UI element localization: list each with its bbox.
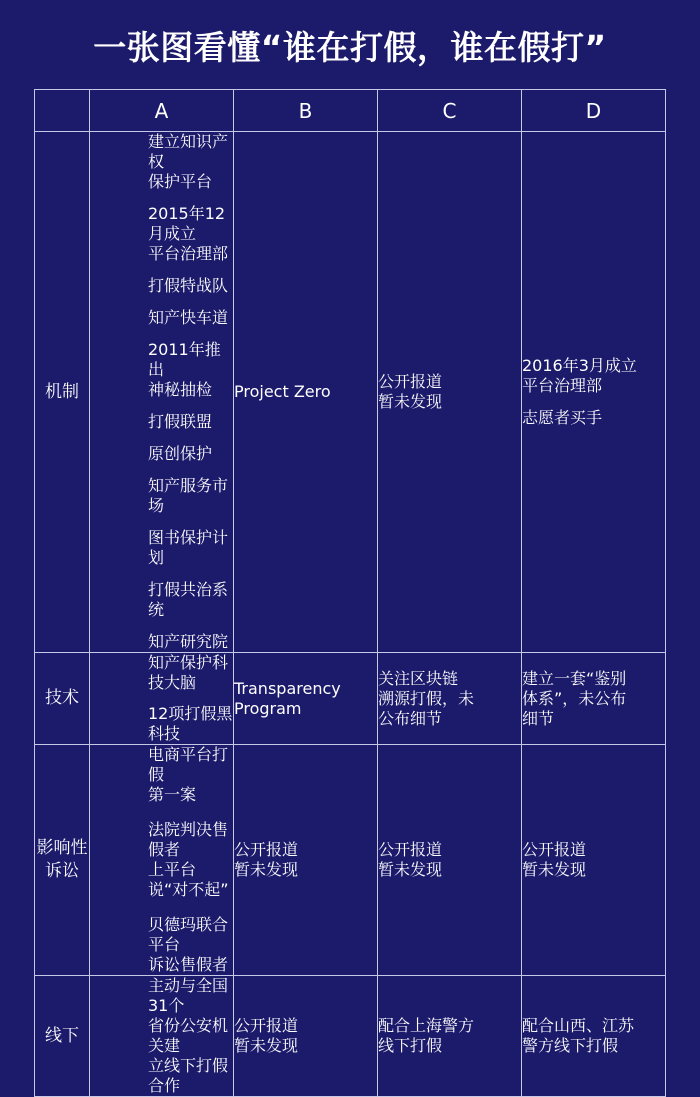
table-row-mechanism xyxy=(35,132,666,653)
table-row-offline xyxy=(35,976,666,1097)
row-label-offline: 线下 xyxy=(35,976,90,1097)
column-header-a: A xyxy=(90,90,234,132)
list-item: 法院判决售假者 上平台说“对不起” xyxy=(148,820,229,899)
cell-litigation-c: 公开报道 暂未发现 xyxy=(378,745,522,976)
list-item: 2016年3月成立 平台治理部 xyxy=(522,356,637,395)
cell-offline-d: 配合山西、江苏 警方线下打假 xyxy=(522,976,666,1097)
list-item: 图书保护计划 xyxy=(148,528,229,567)
list-item: 主动与全国31个 省份公安机关建 立线下打假合作 xyxy=(148,976,229,1095)
list-item: 打假共治系统 xyxy=(148,580,229,619)
list-item: 知产服务市场 xyxy=(148,476,229,515)
list-item: 知产保护科技大脑 xyxy=(148,653,229,692)
row-label-technology: 技术 xyxy=(35,653,90,745)
list-item: 志愿者买手 xyxy=(522,408,603,427)
cell-offline-a xyxy=(90,976,234,1097)
table-row-litigation xyxy=(35,745,666,976)
cell-offline-b: 公开报道 暂未发现 xyxy=(234,976,378,1097)
list-litigation-a xyxy=(148,745,233,975)
list-item: 原创保护 xyxy=(148,444,213,463)
column-header-b: B xyxy=(234,90,378,132)
comparison-table xyxy=(34,89,666,1097)
table-row-technology xyxy=(35,653,666,745)
cell-technology-c: 关注区块链 溯源打假，未 公布细节 xyxy=(378,653,522,745)
list-mechanism-d xyxy=(522,356,665,428)
cell-technology-a xyxy=(90,653,234,745)
cell-mechanism-d xyxy=(522,132,666,653)
list-technology-a xyxy=(148,653,233,744)
cell-technology-d: 建立一套“鉴别 体系”，未公布 细节 xyxy=(522,653,666,745)
header-row xyxy=(35,90,666,132)
list-item: 2011年推出 神秘抽检 xyxy=(148,340,221,399)
row-label-mechanism: 机制 xyxy=(35,132,90,653)
cell-mechanism-b: Project Zero xyxy=(234,132,378,653)
cell-litigation-a xyxy=(90,745,234,976)
cell-technology-b: Transparency Program xyxy=(234,653,378,745)
list-item: 电商平台打假 第一案 xyxy=(148,745,229,804)
cell-mechanism-c: 公开报道 暂未发现 xyxy=(378,132,522,653)
list-item: 建立知识产权 保护平台 xyxy=(148,132,229,191)
list-item: 知产快车道 xyxy=(148,308,229,327)
list-offline-a xyxy=(148,976,233,1096)
list-item: 12项打假黑科技 xyxy=(148,704,233,743)
cell-litigation-d: 公开报道 暂未发现 xyxy=(522,745,666,976)
list-item: 2015年12月成立 平台治理部 xyxy=(148,204,229,263)
list-item: 打假特战队 xyxy=(148,276,229,295)
cell-litigation-b: 公开报道 暂未发现 xyxy=(234,745,378,976)
column-header-d: D xyxy=(522,90,666,132)
page-title: 一张图看懂“谁在打假，谁在假打” xyxy=(93,28,607,67)
list-mechanism-a xyxy=(148,132,233,652)
cell-mechanism-a xyxy=(90,132,234,653)
cell-offline-c: 配合上海警方 线下打假 xyxy=(378,976,522,1097)
list-item: 知产研究院 xyxy=(148,632,229,651)
row-label-litigation: 影响性 诉讼 xyxy=(35,745,90,976)
corner-cell xyxy=(35,90,90,132)
list-item: 打假联盟 xyxy=(148,412,213,431)
list-item: 贝德玛联合平台 诉讼售假者 xyxy=(148,915,229,974)
column-header-c: C xyxy=(378,90,522,132)
